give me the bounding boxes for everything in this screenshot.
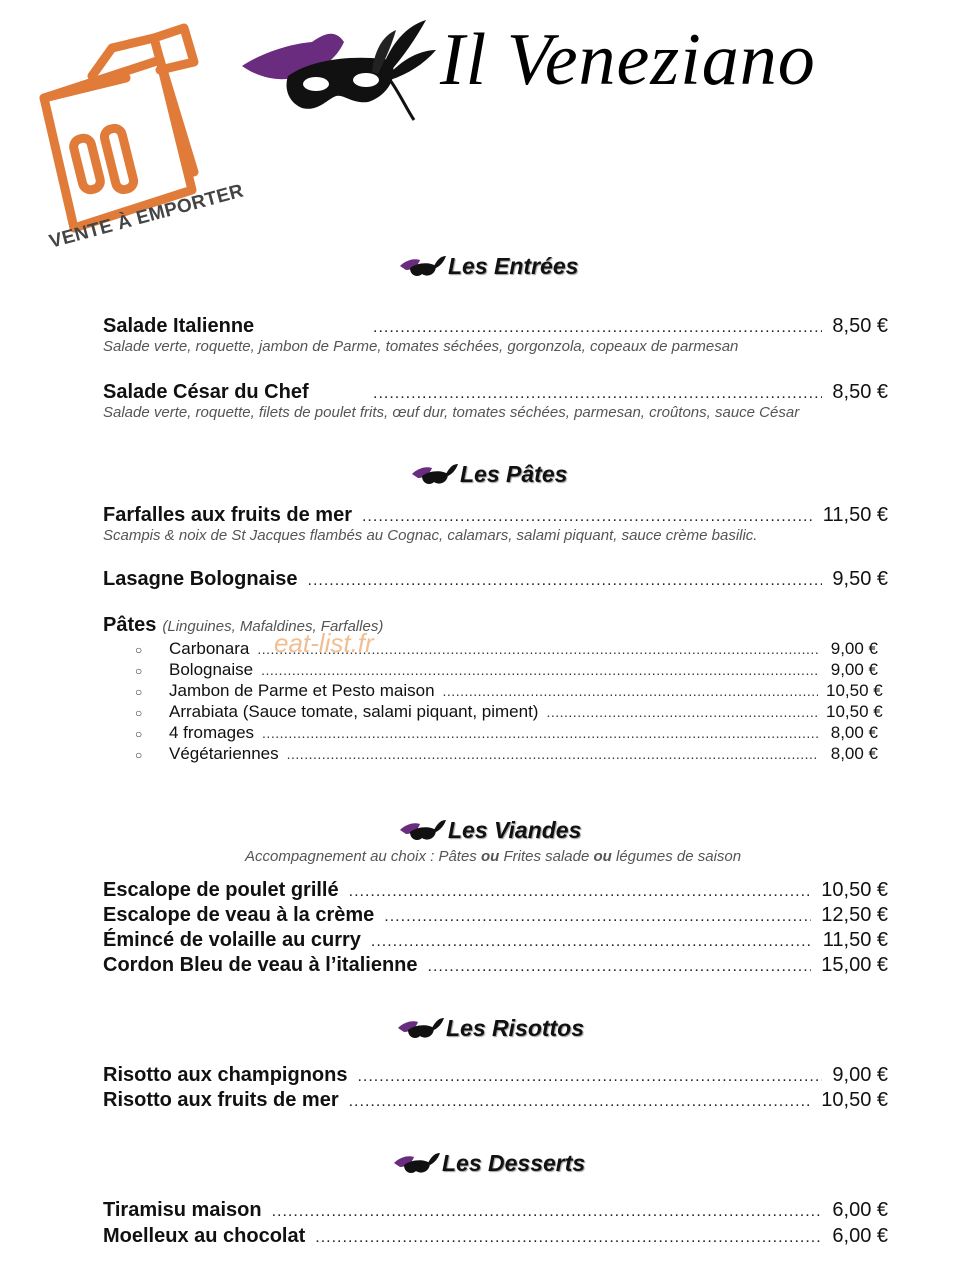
menu-item — [103, 381, 888, 421]
item-name: Tiramisu maison — [103, 1199, 262, 1221]
desserts-list — [103, 1199, 888, 1251]
item-name: Salade César du Chef — [103, 381, 309, 403]
option-name: Jambon de Parme et Pesto maison — [169, 681, 435, 700]
item-price: 11,50 € — [822, 504, 888, 526]
item-price: 10,50 € — [821, 1089, 888, 1111]
item-name: Risotto aux champignons — [103, 1064, 348, 1086]
item-price: 10,50 € — [821, 879, 888, 901]
viandes-list — [103, 879, 888, 979]
bullet-icon: ○ — [135, 727, 143, 741]
option-price: 8,00 € — [830, 723, 878, 742]
section-entrees-heading — [398, 253, 578, 280]
pasta-option — [133, 702, 883, 723]
leader-dots — [428, 958, 812, 976]
takeaway-label: VENTE À EMPORTER — [47, 180, 246, 253]
section-pates-heading — [410, 461, 567, 488]
section-title: Les Pâtes — [460, 461, 568, 487]
option-price: 8,00 € — [830, 744, 878, 763]
option-name: 4 fromages — [169, 723, 255, 742]
item-price: 8,50 € — [832, 381, 888, 403]
menu-item — [103, 1225, 888, 1251]
item-description: Scampis & noix de St Jacques flambés au Cognac, calamars, salami piquant, sauce crème basilic. — [103, 527, 758, 544]
option-price: 9,00 € — [830, 660, 878, 679]
mask-icon — [398, 254, 448, 280]
item-description: Salade verte, roquette, filets de poulet frits, œuf dur, tomates séchées, parmesan, croûtons, sauce César — [103, 404, 800, 421]
item-name: Moelleux au chocolat — [103, 1225, 306, 1247]
item-price: 9,50 € — [832, 568, 888, 590]
item-price: 11,50 € — [822, 929, 888, 951]
option-price: 9,00 € — [830, 639, 878, 658]
item-description: Salade verte, roquette, jambon de Parme, tomates séchées, gorgonzola, copeaux de parmesan — [103, 338, 739, 355]
item-name: Farfalles aux fruits de mer — [103, 504, 352, 526]
pasta-option — [133, 639, 878, 660]
item-price: 9,00 € — [832, 1064, 888, 1086]
mask-icon — [392, 1151, 442, 1177]
leader-dots — [546, 704, 818, 720]
section-risottos-heading — [396, 1015, 584, 1042]
subtitle-or: ou — [480, 848, 500, 865]
item-price: 15,00 € — [821, 954, 888, 976]
item-price: 12,50 € — [821, 904, 888, 926]
mask-icon — [398, 818, 448, 844]
leader-dots — [262, 725, 818, 741]
menu-item — [103, 904, 888, 929]
section-title: Les Risottos — [446, 1015, 585, 1041]
item-name: Lasagne Bolognaise — [103, 568, 298, 590]
menu-item — [103, 315, 888, 355]
menu-item — [103, 954, 888, 979]
bullet-icon: ○ — [135, 706, 143, 720]
item-name: Cordon Bleu de veau à l’italienne — [103, 954, 418, 976]
item-price: 6,00 € — [832, 1225, 888, 1247]
option-name: Carbonara — [169, 639, 250, 658]
pasta-option — [133, 744, 878, 765]
section-subtitle — [245, 848, 741, 865]
item-name: Risotto aux fruits de mer — [103, 1089, 339, 1111]
item-name: Émincé de volaille au curry — [103, 929, 361, 951]
leader-dots — [357, 1068, 822, 1086]
subtitle-text: Frites salade — [499, 848, 594, 865]
group-note: (Linguines, Mafaldines, Farfalles) — [162, 618, 384, 635]
menu-item — [103, 568, 888, 591]
item-name: Escalope de poulet grillé — [103, 879, 339, 901]
risottos-list — [103, 1064, 888, 1114]
menu-item — [103, 879, 888, 904]
watermark: eat-list.fr — [274, 628, 374, 658]
leader-dots — [373, 385, 822, 403]
leader-dots — [308, 572, 823, 590]
bullet-icon: ○ — [135, 643, 143, 657]
section-viandes-heading — [398, 817, 581, 844]
leader-dots — [272, 1203, 823, 1221]
mask-icon — [410, 462, 460, 488]
item-name: Salade Italienne — [103, 315, 255, 337]
bullet-icon: ○ — [135, 664, 143, 678]
item-price: 6,00 € — [832, 1199, 888, 1221]
menu-item — [103, 1199, 888, 1225]
menu-item — [103, 929, 888, 954]
venetian-mask-logo — [240, 14, 440, 129]
option-price: 10,50 € — [826, 702, 883, 721]
section-title: Les Entrées — [448, 253, 579, 279]
leader-dots — [287, 746, 818, 762]
leader-dots — [443, 683, 818, 699]
restaurant-name: Il Veneziano — [440, 19, 816, 101]
option-name: Bolognaise — [169, 660, 254, 679]
menu-item — [103, 1064, 888, 1089]
option-name: Végétariennes — [169, 744, 279, 763]
bullet-icon: ○ — [135, 685, 143, 699]
leader-dots — [362, 508, 813, 526]
pasta-option — [133, 723, 878, 744]
subtitle-text: Accompagnement au choix : Pâtes — [245, 848, 481, 865]
section-title: Les Desserts — [442, 1150, 586, 1176]
group-name: Pâtes — [103, 614, 157, 636]
leader-dots — [349, 1093, 812, 1111]
bullet-icon: ○ — [135, 748, 143, 762]
mask-icon — [396, 1016, 446, 1042]
item-price: 8,50 € — [832, 315, 888, 337]
leader-dots — [371, 933, 813, 951]
subtitle-text: légumes de saison — [611, 848, 742, 865]
section-title: Les Viandes — [448, 817, 582, 843]
leader-dots — [349, 883, 812, 901]
section-desserts-heading — [392, 1150, 585, 1177]
pasta-option — [133, 681, 883, 702]
menu-item — [103, 1089, 888, 1114]
pasta-group — [103, 614, 883, 765]
menu-item — [103, 504, 888, 544]
option-name: Arrabiata (Sauce tomate, salami piquant, piment) — [169, 702, 539, 721]
leader-dots — [384, 908, 811, 926]
option-price: 10,50 € — [826, 681, 883, 700]
subtitle-or: ou — [593, 848, 612, 865]
leader-dots — [261, 662, 818, 678]
leader-dots — [315, 1229, 822, 1247]
item-name: Escalope de veau à la crème — [103, 904, 375, 926]
pasta-option — [133, 660, 878, 681]
leader-dots — [373, 319, 822, 337]
